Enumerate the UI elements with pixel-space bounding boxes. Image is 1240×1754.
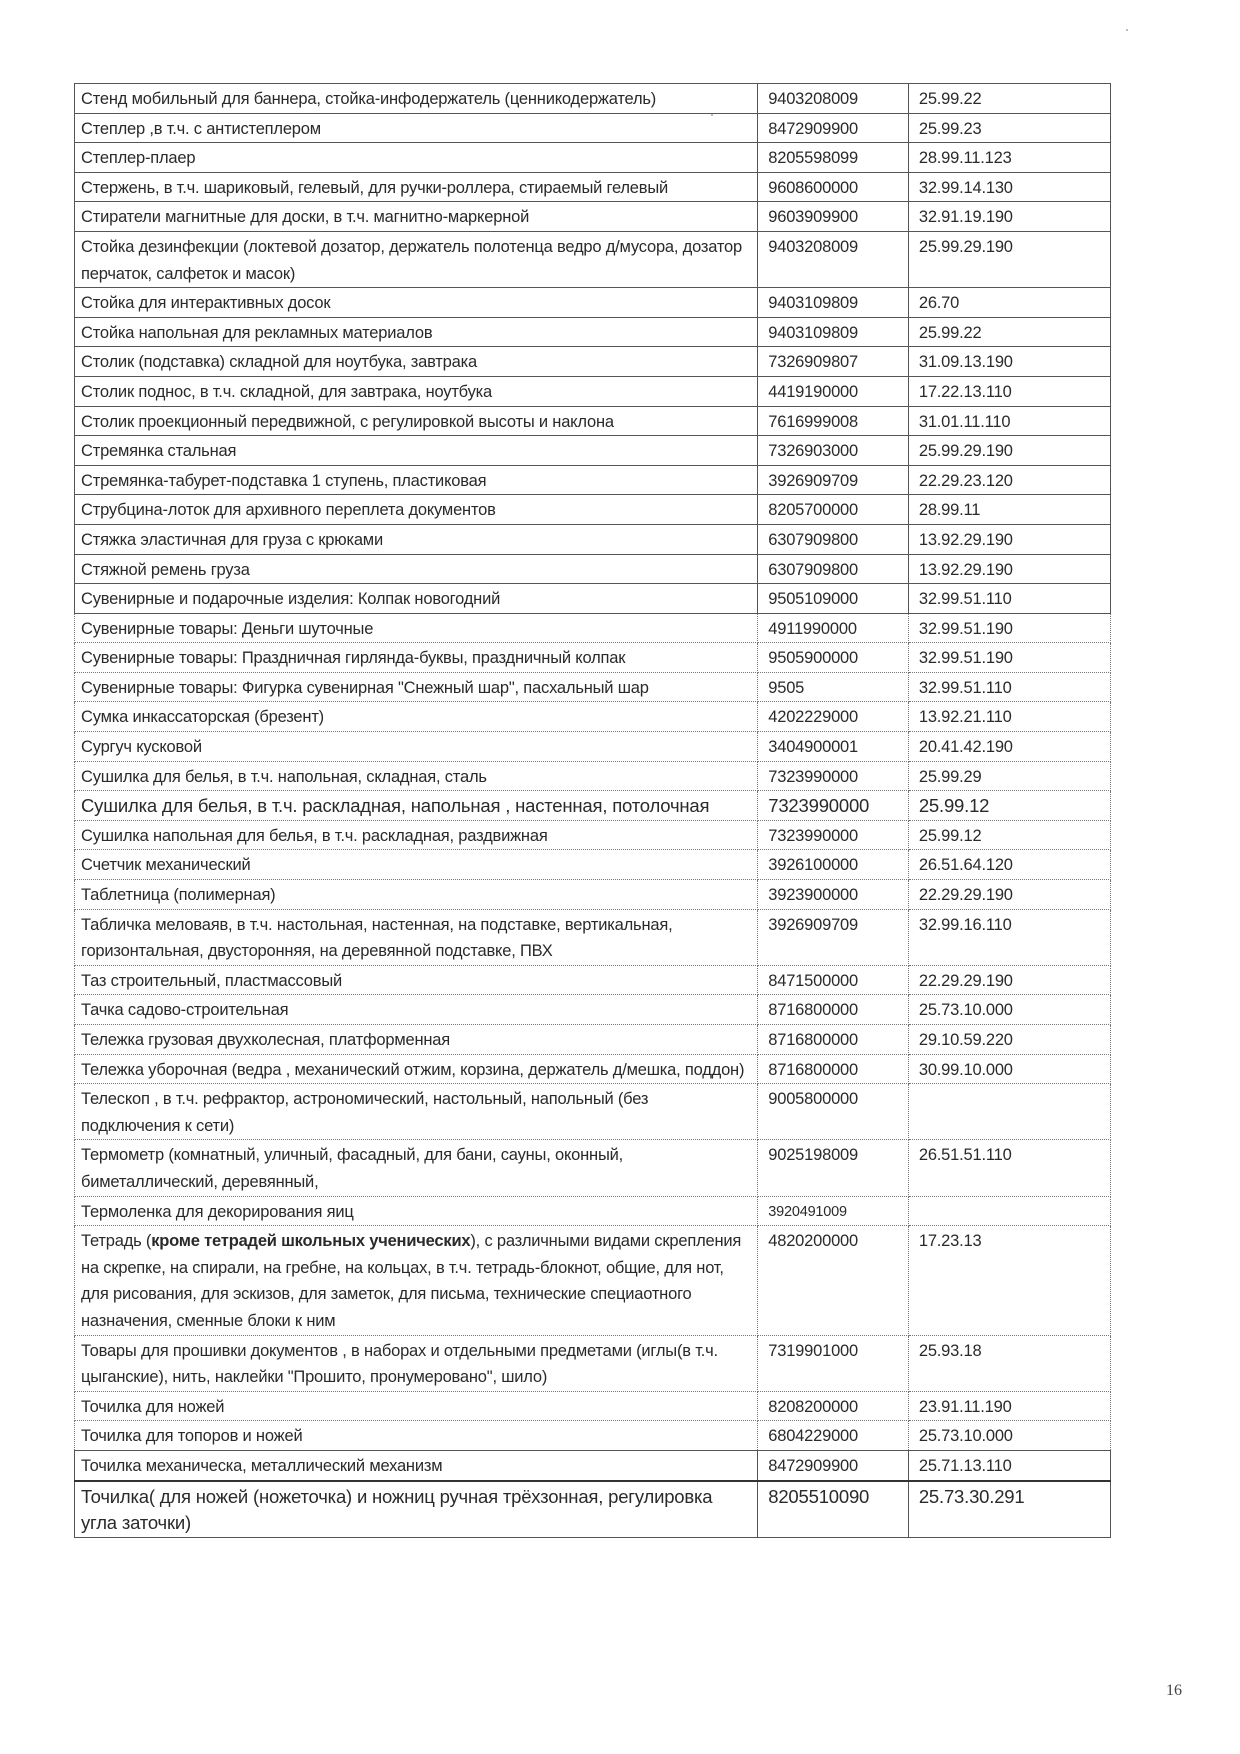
okpd-code: 32.99.51.190 — [908, 643, 1110, 673]
tnved-code: 9403208009 — [758, 84, 909, 114]
item-name: Столик (подставка) складной для ноутбука, завтрака — [75, 347, 758, 377]
item-name: Стремянка стальная — [75, 436, 758, 466]
item-name: Тележка грузовая двухколесная, платформенная — [75, 1025, 758, 1055]
item-name: Термоленка для декорирования яиц — [75, 1196, 758, 1226]
tnved-code: 8471500000 — [758, 965, 909, 995]
table-row — [75, 317, 1111, 347]
table-row — [75, 1025, 1111, 1055]
okpd-code: 25.73.10.000 — [908, 995, 1110, 1025]
okpd-code: 32.99.51.110 — [908, 672, 1110, 702]
tnved-code: 4911990000 — [758, 613, 909, 643]
okpd-code: 26.51.51.110 — [908, 1140, 1110, 1196]
tnved-code: 4820200000 — [758, 1226, 909, 1335]
tnved-code: 9505900000 — [758, 643, 909, 673]
table-row — [75, 672, 1111, 702]
item-name: Стойка для интерактивных досок — [75, 288, 758, 318]
table-row — [75, 1450, 1111, 1480]
table-row — [75, 1481, 1111, 1538]
tnved-code: 8205510090 — [758, 1481, 909, 1538]
table-row — [75, 1335, 1111, 1391]
tnved-code: 7319901000 — [758, 1335, 909, 1391]
okpd-code: 32.99.16.110 — [908, 909, 1110, 965]
table-row — [75, 288, 1111, 318]
tnved-code: 4202229000 — [758, 702, 909, 732]
item-name: Сушилка для белья, в т.ч. напольная, складная, сталь — [75, 761, 758, 791]
scan-speck — [1126, 29, 1128, 31]
okpd-code: 32.99.51.110 — [908, 584, 1110, 614]
tnved-code: 3926100000 — [758, 850, 909, 880]
table-row — [75, 436, 1111, 466]
table-row — [75, 584, 1111, 614]
table-row — [75, 791, 1111, 821]
tnved-code: 6804229000 — [758, 1421, 909, 1451]
table-row — [75, 202, 1111, 232]
item-name: Стойка напольная для рекламных материалов — [75, 317, 758, 347]
table-row — [75, 465, 1111, 495]
okpd-code: 25.93.18 — [908, 1335, 1110, 1391]
okpd-code: 29.10.59.220 — [908, 1025, 1110, 1055]
table-row — [75, 880, 1111, 910]
item-name: Стенд мобильный для баннера, стойка-инфодержатель (ценникодержатель) — [75, 84, 758, 114]
okpd-code: 25.99.29.190 — [908, 231, 1110, 287]
tnved-code: 9608600000 — [758, 172, 909, 202]
okpd-code: 32.91.19.190 — [908, 202, 1110, 232]
item-name: Сувенирные товары: Фигурка сувенирная "Снежный шар", пасхальный шар — [75, 672, 758, 702]
item-name: Точилка для топоров и ножей — [75, 1421, 758, 1451]
item-name: Термометр (комнатный, уличный, фасадный, для бани, сауны, оконный, биметаллический, деревянный, — [75, 1140, 758, 1196]
table-row — [75, 850, 1111, 880]
table-row — [75, 732, 1111, 762]
item-name: Столик проекционный передвижной, с регулировкой высоты и наклона — [75, 406, 758, 436]
tnved-code: 8472909900 — [758, 113, 909, 143]
tnved-code: 9403109809 — [758, 317, 909, 347]
okpd-code — [908, 1196, 1110, 1226]
table-row — [75, 613, 1111, 643]
tnved-code: 7323990000 — [758, 791, 909, 821]
okpd-code: 25.99.12 — [908, 791, 1110, 821]
okpd-code: 28.99.11.123 — [908, 143, 1110, 173]
table-row — [75, 702, 1111, 732]
okpd-code: 25.73.10.000 — [908, 1421, 1110, 1451]
table-row — [75, 1391, 1111, 1421]
item-name: Товары для прошивки документов , в наборах и отдельными предметами (иглы(в т.ч. цыганские), нить, наклейки "Прошито, пронумеровано", шило) — [75, 1335, 758, 1391]
okpd-code: 13.92.29.190 — [908, 524, 1110, 554]
tnved-code: 7326909807 — [758, 347, 909, 377]
tnved-code: 3920491009 — [758, 1196, 909, 1226]
table-row — [75, 231, 1111, 287]
item-name: Точилка механическа, металлический механизм — [75, 1450, 758, 1480]
item-name: Стойка дезинфекции (локтевой дозатор, держатель полотенца ведро д/мусора, дозатор перчаток, салфеток и масок) — [75, 231, 758, 287]
item-name: Столик поднос, в т.ч. складной, для завтрака, ноутбука — [75, 376, 758, 406]
table-row — [75, 643, 1111, 673]
okpd-code: 22.29.29.190 — [908, 880, 1110, 910]
okpd-code — [908, 1084, 1110, 1140]
item-name: Струбцина-лоток для архивного переплета документов — [75, 495, 758, 525]
okpd-code: 28.99.11 — [908, 495, 1110, 525]
table-row — [75, 495, 1111, 525]
tnved-code: 9005800000 — [758, 1084, 909, 1140]
tnved-code: 8208200000 — [758, 1391, 909, 1421]
item-name: Стяжной ремень груза — [75, 554, 758, 584]
item-name: Сувенирные товары: Деньги шуточные — [75, 613, 758, 643]
table-row — [75, 406, 1111, 436]
item-name: Таблетница (полимерная) — [75, 880, 758, 910]
table-row — [75, 84, 1111, 114]
item-name: Таз строительный, пластмассовый — [75, 965, 758, 995]
item-name: Сушилка напольная для белья, в т.ч. раскладная, раздвижная — [75, 820, 758, 850]
item-name: Тележка уборочная (ведра , механический отжим, корзина, держатель д/мешка, поддон) — [75, 1054, 758, 1084]
table-row — [75, 995, 1111, 1025]
tnved-code: 9403109809 — [758, 288, 909, 318]
okpd-code: 17.23.13 — [908, 1226, 1110, 1335]
item-name: Тачка садово-строительная — [75, 995, 758, 1025]
tnved-code: 8472909900 — [758, 1450, 909, 1480]
tnved-code: 6307909800 — [758, 554, 909, 584]
item-name: Стержень, в т.ч. шариковый, гелевый, для ручки-роллера, стираемый гелевый — [75, 172, 758, 202]
item-name: Стиратели магнитные для доски, в т.ч. магнитно-маркерной — [75, 202, 758, 232]
okpd-code: 22.29.23.120 — [908, 465, 1110, 495]
table-row — [75, 1226, 1111, 1335]
item-name: Степлер ,в т.ч. с антистеплером — [75, 113, 758, 143]
tnved-code: 9603909900 — [758, 202, 909, 232]
item-name — [75, 1226, 758, 1335]
scan-speck — [711, 114, 713, 116]
tnved-code: 8205700000 — [758, 495, 909, 525]
okpd-code: 25.99.29.190 — [908, 436, 1110, 466]
item-name: Точилка для ножей — [75, 1391, 758, 1421]
tnved-code: 9025198009 — [758, 1140, 909, 1196]
page-number: 16 — [1166, 1682, 1182, 1699]
goods-codes-table — [74, 83, 1111, 1538]
tnved-code: 7326903000 — [758, 436, 909, 466]
tnved-code: 9403208009 — [758, 231, 909, 287]
tnved-code: 3404900001 — [758, 732, 909, 762]
item-name: Счетчик механический — [75, 850, 758, 880]
tnved-code: 8205598099 — [758, 143, 909, 173]
item-name: Сумка инкассаторская (брезент) — [75, 702, 758, 732]
item-name: Сушилка для белья, в т.ч. раскладная, напольная , настенная, потолочная — [75, 791, 758, 821]
item-name-emphasis: кроме тетрадей школьных ученических — [151, 1232, 471, 1251]
okpd-code: 25.99.29 — [908, 761, 1110, 791]
table-row — [75, 1140, 1111, 1196]
okpd-code: 32.99.14.130 — [908, 172, 1110, 202]
item-name: Табличка меловаяв, в т.ч. настольная, настенная, на подставке, вертикальная, горизонтальная, двусторонняя, на деревянной подставке, ПВХ — [75, 909, 758, 965]
okpd-code: 25.71.13.110 — [908, 1450, 1110, 1480]
item-name: Телескоп , в т.ч. рефрактор, астрономический, настольный, напольный (без подключения к сети) — [75, 1084, 758, 1140]
table-row — [75, 376, 1111, 406]
tnved-code: 9505 — [758, 672, 909, 702]
tnved-code: 9505109000 — [758, 584, 909, 614]
tnved-code: 7616999008 — [758, 406, 909, 436]
table-row — [75, 1421, 1111, 1451]
okpd-code: 22.29.29.190 — [908, 965, 1110, 995]
okpd-code: 25.99.22 — [908, 84, 1110, 114]
table-row — [75, 1196, 1111, 1226]
okpd-code: 31.09.13.190 — [908, 347, 1110, 377]
okpd-code: 31.01.11.110 — [908, 406, 1110, 436]
okpd-code: 13.92.21.110 — [908, 702, 1110, 732]
table-row — [75, 347, 1111, 377]
table-row — [75, 113, 1111, 143]
tnved-code: 8716800000 — [758, 1025, 909, 1055]
tnved-code: 6307909800 — [758, 524, 909, 554]
tnved-code: 7323990000 — [758, 761, 909, 791]
okpd-code: 13.92.29.190 — [908, 554, 1110, 584]
table-row — [75, 1054, 1111, 1084]
table-row — [75, 1084, 1111, 1140]
tnved-code: 4419190000 — [758, 376, 909, 406]
item-name: Степлер-плаер — [75, 143, 758, 173]
table-row — [75, 820, 1111, 850]
table-row — [75, 965, 1111, 995]
okpd-code: 25.99.22 — [908, 317, 1110, 347]
table-row — [75, 761, 1111, 791]
item-name: Сувенирные товары: Праздничная гирлянда-буквы, праздничный колпак — [75, 643, 758, 673]
item-name: Сувенирные и подарочные изделия: Колпак новогодний — [75, 584, 758, 614]
item-name: Сургуч кусковой — [75, 732, 758, 762]
okpd-code: 23.91.11.190 — [908, 1391, 1110, 1421]
item-name: Стремянка-табурет-подставка 1 ступень, пластиковая — [75, 465, 758, 495]
okpd-code: 20.41.42.190 — [908, 732, 1110, 762]
okpd-code: 30.99.10.000 — [908, 1054, 1110, 1084]
table-row — [75, 524, 1111, 554]
okpd-code: 32.99.51.190 — [908, 613, 1110, 643]
tnved-code: 7323990000 — [758, 820, 909, 850]
table-row — [75, 554, 1111, 584]
table-row — [75, 143, 1111, 173]
tnved-code: 3926909709 — [758, 465, 909, 495]
okpd-code: 17.22.13.110 — [908, 376, 1110, 406]
table-row — [75, 909, 1111, 965]
okpd-code: 25.99.12 — [908, 820, 1110, 850]
tnved-code: 8716800000 — [758, 1054, 909, 1084]
okpd-code: 25.73.30.291 — [908, 1481, 1110, 1538]
okpd-code: 25.99.23 — [908, 113, 1110, 143]
okpd-code: 26.70 — [908, 288, 1110, 318]
item-name-prefix: Тетрадь ( — [81, 1232, 152, 1251]
table-row — [75, 172, 1111, 202]
item-name-suffix: ), с различными видами скрепления на скрепке, на спирали, на гребне, на кольцах, в т.ч. тетрадь-блокнот, общие, для нот, для рисования, для эскизов, для заметок, для письма, технические специаотного назначения, сменные блоки к ним — [81, 1232, 742, 1330]
item-name: Стяжка эластичная для груза с крюками — [75, 524, 758, 554]
tnved-code: 8716800000 — [758, 995, 909, 1025]
item-name: Точилка( для ножей (ножеточка) и ножниц ручная трёхзонная, регулировка угла заточки) — [75, 1481, 758, 1538]
tnved-code: 3923900000 — [758, 880, 909, 910]
okpd-code: 26.51.64.120 — [908, 850, 1110, 880]
tnved-code: 3926909709 — [758, 909, 909, 965]
